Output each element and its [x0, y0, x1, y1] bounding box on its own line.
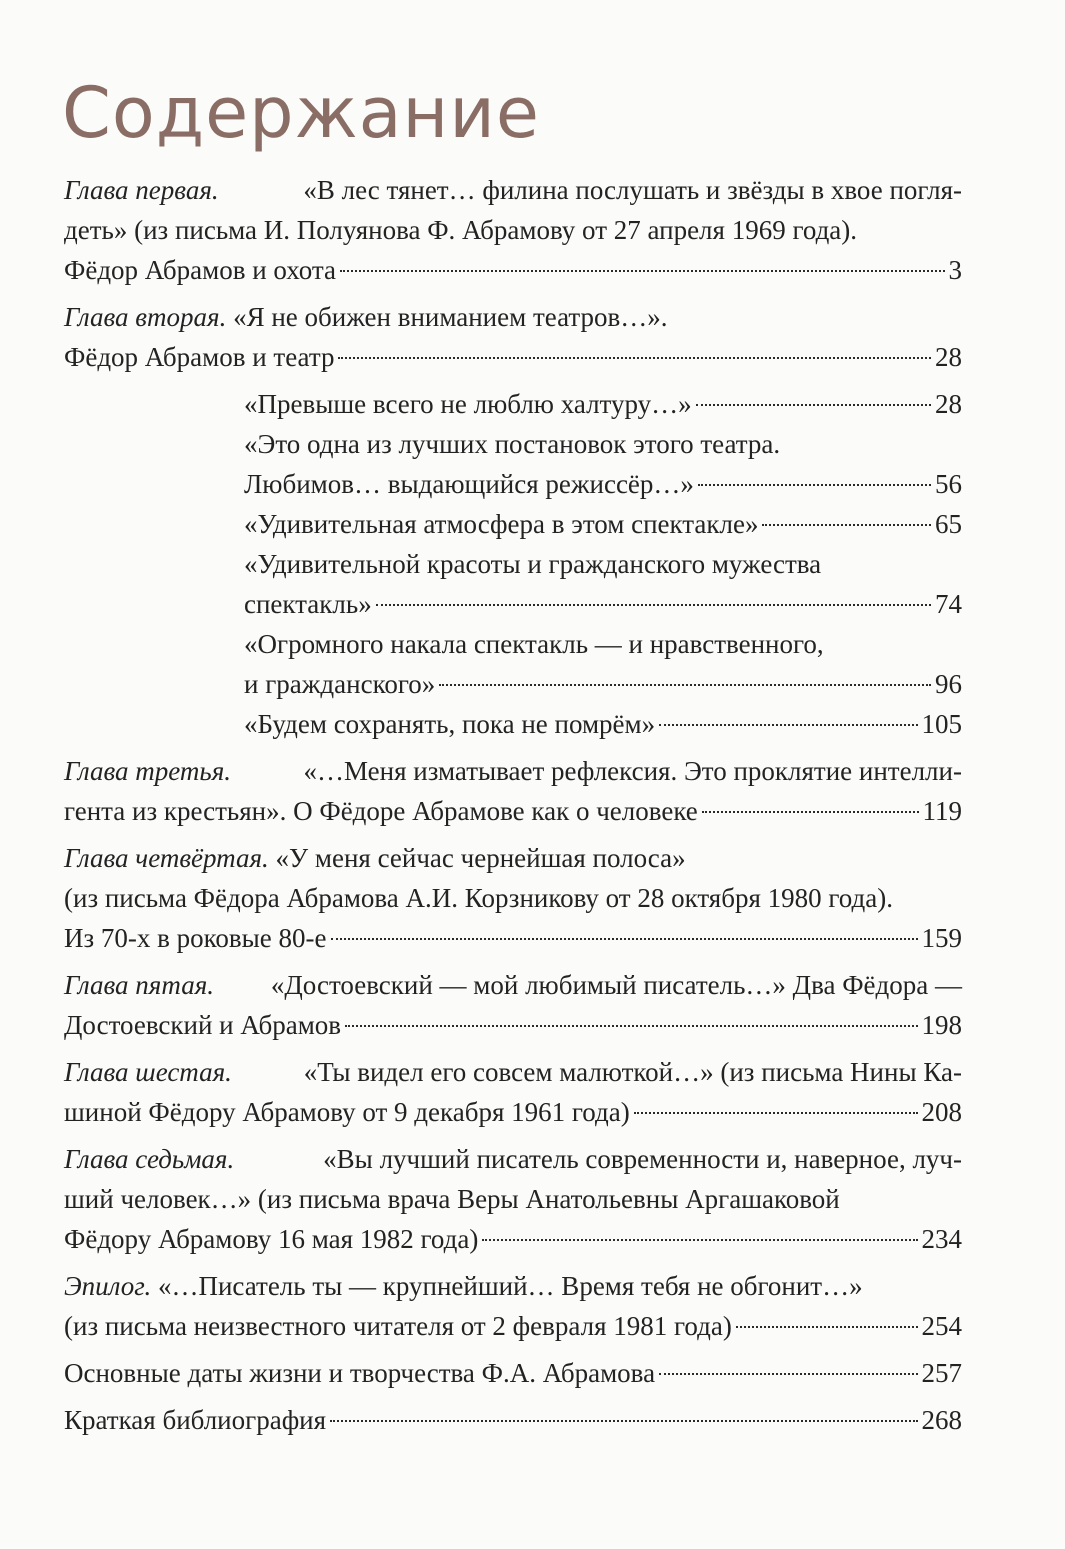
toc-line [64, 1139, 962, 1179]
toc-line [64, 751, 962, 791]
chapter-title: «Вы лучший писатель современности и, наверное, луч- [323, 1144, 962, 1174]
chapter-title: «У меня сейчас чернейшая полоса» [275, 843, 686, 873]
dot-leader [659, 1373, 917, 1375]
toc-line [64, 918, 962, 958]
page-number: 234 [921, 1224, 962, 1254]
dot-leader [702, 811, 919, 813]
dot-leader [659, 724, 917, 726]
chapter-title-cont: ший человек…» (из письма врача Веры Анатольевны Аргашаковой [64, 1184, 840, 1214]
subsection-entry [64, 664, 962, 704]
toc-line [64, 1266, 962, 1306]
dot-leader [331, 938, 918, 940]
page-number: 198 [921, 1010, 962, 1040]
chapter-label: Эпилог. [64, 1271, 152, 1301]
dot-leader [330, 1420, 917, 1422]
toc-line [64, 1052, 962, 1092]
page-number: 119 [922, 796, 962, 826]
page-number: 257 [921, 1358, 962, 1388]
table-of-contents [64, 170, 962, 1447]
chapter-label: Глава седьмая. [64, 1144, 235, 1174]
dot-leader [736, 1326, 918, 1328]
toc-entry-chapter-6 [64, 1052, 962, 1132]
toc-line [64, 878, 962, 918]
chapter-title: «Я не обижен вниманием театров…». [233, 302, 668, 332]
subsection-entry [64, 384, 962, 424]
page-number: 96 [935, 669, 962, 699]
toc-entry-dates [64, 1353, 962, 1393]
chapter-title: «…Писатель ты — крупнейший… Время тебя не обгонит…» [157, 1271, 863, 1301]
dot-leader [345, 1025, 917, 1027]
page-number: 28 [935, 342, 962, 372]
subsection-entry [64, 624, 962, 664]
chapter-title-cont: Фёдору Абрамову 16 мая 1982 года) [64, 1224, 479, 1254]
dot-leader [634, 1112, 918, 1114]
chapter-title-cont: гента из крестьян». О Фёдоре Абрамове как о человеке [64, 796, 698, 826]
chapter-title-cont: Фёдор Абрамов и театр [64, 342, 335, 372]
chapter-title-cont: шиной Фёдору Абрамову от 9 декабря 1961 года) [64, 1097, 630, 1127]
entry-title: Краткая библиография [64, 1405, 327, 1435]
toc-subsections [64, 384, 962, 744]
subsection-title: «Это одна из лучших постановок этого театра. [244, 429, 781, 459]
page-number: 65 [935, 509, 962, 539]
toc-line [64, 1092, 962, 1132]
chapter-title: «Ты видел его совсем малюткой…» (из письма Нины Ка- [303, 1057, 962, 1087]
subsection-entry [64, 544, 962, 584]
chapter-title-cont: деть» (из письма И. Полуянова Ф. Абрамову от 27 апреля 1969 года). [64, 215, 858, 245]
toc-entry-chapter-7 [64, 1139, 962, 1259]
page-number: 159 [921, 923, 962, 953]
toc-line [64, 1005, 962, 1045]
toc-entry-bibliography [64, 1400, 962, 1440]
page-number: 268 [921, 1405, 962, 1435]
dot-leader [340, 270, 945, 272]
chapter-label: Глава вторая. [64, 302, 227, 332]
toc-line [64, 170, 962, 210]
chapter-title-cont: (из письма неизвестного читателя от 2 февраля 1981 года) [64, 1311, 732, 1341]
chapter-title-cont: Из 70-х в роковые 80-е [64, 923, 327, 953]
toc-line [64, 210, 962, 250]
toc-line [64, 1400, 962, 1440]
dot-leader [439, 684, 931, 686]
subsection-title-cont: спектакль» [244, 589, 372, 619]
toc-entry-chapter-2 [64, 297, 962, 377]
subsection-title: «Удивительной красоты и гражданского мужества [244, 549, 822, 579]
subsection-entry [64, 464, 962, 504]
dot-leader [482, 1239, 917, 1241]
chapter-title: «…Меня изматывает рефлексия. Это проклятие интелли- [303, 756, 962, 786]
subsection-entry [64, 704, 962, 744]
toc-line [64, 965, 962, 1005]
toc-entry-chapter-1 [64, 170, 962, 290]
toc-line [64, 337, 962, 377]
chapter-title-cont: Фёдор Абрамов и охота [64, 255, 336, 285]
chapter-label: Глава пятая. [64, 970, 214, 1000]
chapter-title: «Достоевский — мой любимый писатель…» Два Фёдора — [270, 970, 962, 1000]
toc-line [64, 791, 962, 831]
subsection-title-cont: Любимов… выдающийся режиссёр…» [244, 469, 694, 499]
page-number: 56 [935, 469, 962, 499]
subsection-title: «Превыше всего не люблю халтуру…» [244, 389, 692, 419]
page-number: 105 [921, 709, 962, 739]
chapter-label: Глава шестая. [64, 1057, 232, 1087]
subsection-title: «Удивительная атмосфера в этом спектакле» [244, 509, 759, 539]
toc-entry-chapter-4 [64, 838, 962, 958]
toc-line [64, 250, 962, 290]
subsection-entry [64, 424, 962, 464]
dot-leader [762, 524, 931, 526]
page-number: 74 [935, 589, 962, 619]
toc-line [64, 1353, 962, 1393]
chapter-title: «В лес тянет… филина послушать и звёзды в хвое погля- [303, 175, 962, 205]
page-number: 254 [921, 1311, 962, 1341]
subsection-title-cont: и гражданского» [244, 669, 436, 699]
chapter-title-cont: (из письма Фёдора Абрамова А.И. Корзникову от 28 октября 1980 года). [64, 883, 893, 913]
dot-leader [376, 604, 931, 606]
page-number: 28 [935, 389, 962, 419]
dot-leader [696, 404, 931, 406]
toc-entry-chapter-5 [64, 965, 962, 1045]
chapter-label: Глава третья. [64, 756, 232, 786]
subsection-title: «Будем сохранять, пока не помрём» [244, 709, 656, 739]
subsection-title: «Огромного накала спектакль — и нравственного, [244, 629, 824, 659]
toc-line [64, 1219, 962, 1259]
toc-line [64, 1306, 962, 1346]
toc-entry-epilogue [64, 1266, 962, 1346]
subsection-entry [64, 504, 962, 544]
subsection-entry [64, 584, 962, 624]
page-number: 3 [948, 255, 962, 285]
chapter-label: Глава четвёртая. [64, 843, 269, 873]
chapter-title-cont: Достоевский и Абрамов [64, 1010, 342, 1040]
toc-line [64, 1179, 962, 1219]
dot-leader [698, 484, 931, 486]
entry-title: Основные даты жизни и творчества Ф.А. Абрамова [64, 1358, 656, 1388]
toc-entry-chapter-3 [64, 751, 962, 831]
page-title: Содержание [62, 72, 540, 154]
page-number: 208 [921, 1097, 962, 1127]
dot-leader [338, 357, 931, 359]
toc-line [64, 297, 962, 337]
chapter-label: Глава первая. [64, 175, 219, 205]
toc-line [64, 838, 962, 878]
